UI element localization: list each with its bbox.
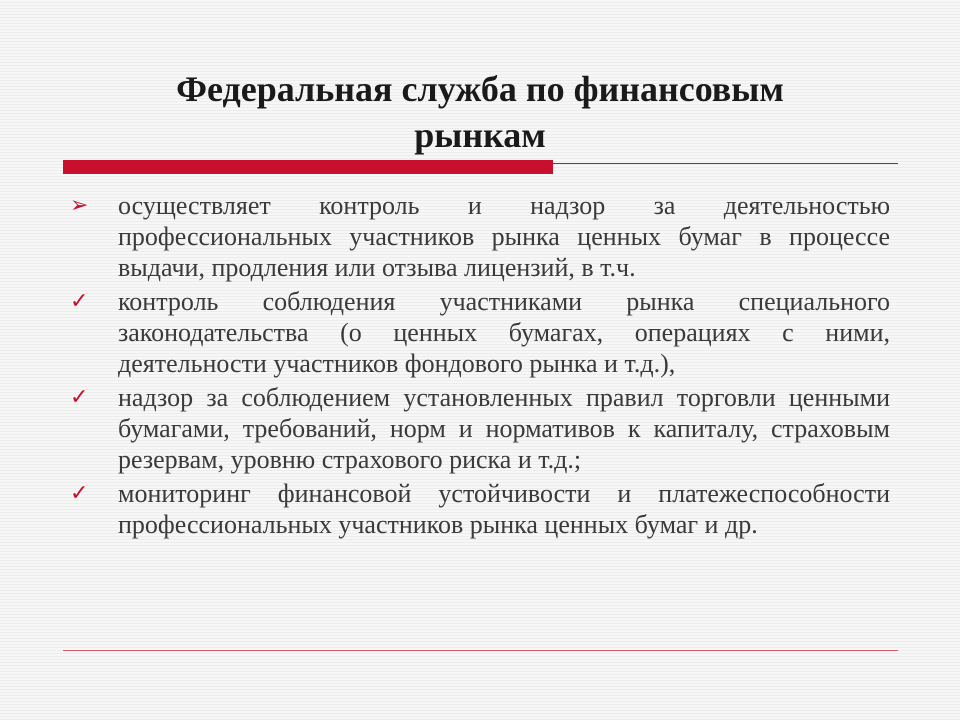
list-item	[70, 382, 890, 475]
footer-divider	[63, 650, 898, 651]
arrow-bullet-icon: ➢	[70, 193, 89, 218]
list-item	[70, 286, 890, 379]
slide-title	[100, 66, 860, 158]
title-underline-thick	[63, 160, 553, 174]
list-item-text: контроль соблюдения участниками рынка специального законодательства (о ценных бумагах, операциях с ними, деятельности участников фондового рынка и т.д.),	[118, 287, 890, 378]
list-item	[70, 478, 890, 540]
list-item	[70, 190, 890, 283]
slide-title-line-1: Федеральная служба по финансовым	[176, 69, 784, 109]
slide-title-line-2: рынкам	[414, 115, 546, 155]
title-underline-thin	[553, 163, 898, 164]
list-item-text: надзор за соблюдением установленных правил торговли ценными бумагами, требований, норм и нормативов к капиталу, страховым резервам, уровню страхового риска и т.д.;	[118, 383, 890, 474]
checkmark-bullet-icon: ✓	[70, 289, 89, 314]
checkmark-bullet-icon: ✓	[70, 385, 89, 410]
list-item-text: мониторинг финансовой устойчивости и платежеспособности профессиональных участников рынка ценных бумаг и др.	[118, 479, 890, 539]
list-item-text: осуществляет контроль и надзор за деятельностью профессиональных участников рынка ценных бумаг в процессе выдачи, продления или отзыва лицензий, в т.ч.	[118, 191, 890, 282]
bullet-list	[70, 190, 890, 543]
checkmark-bullet-icon: ✓	[70, 481, 89, 506]
